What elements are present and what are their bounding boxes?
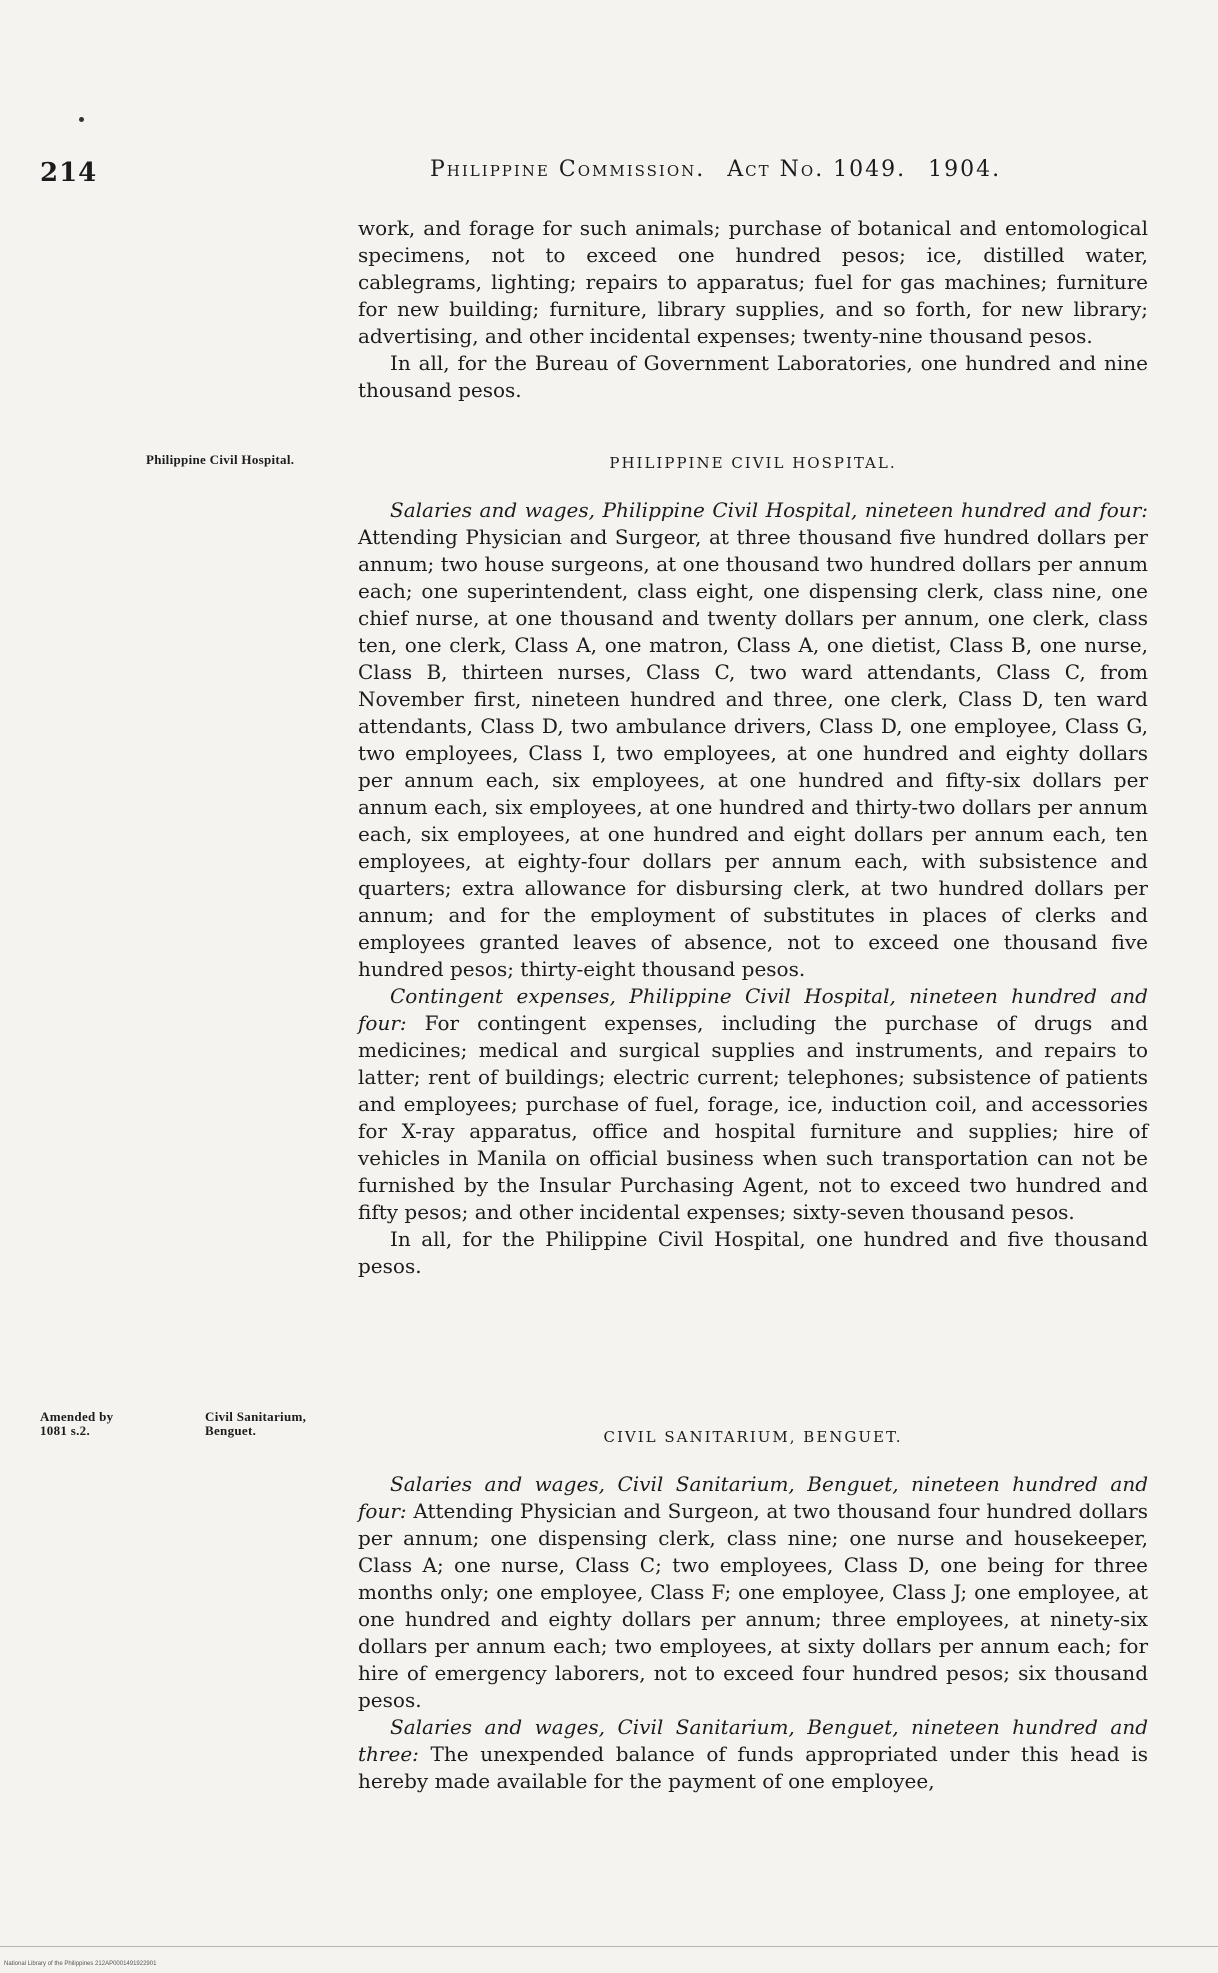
footer-rule — [0, 1946, 1218, 1947]
sanitarium-salaries-1904-title: Salaries and wages, Civil Sanitarium, Benguet, nineteen hundred and four: — [358, 1472, 1148, 1523]
sanitarium-salaries-1903-title: Salaries and wages, Civil Sanitarium, Benguet, nineteen hundred and three: — [358, 1715, 1148, 1766]
margin-note-hospital: Philippine Civil Hospital. — [146, 452, 295, 467]
ink-speck — [79, 117, 84, 122]
hospital-contingent-title: Contingent expenses, Philippine Civil Hospital, nineteen hundred and four: — [358, 984, 1148, 1035]
footer-credit: National Library of the Philippines 212AP0001491922901 — [4, 1961, 157, 1967]
hospital-salaries-paragraph — [358, 497, 1148, 983]
margin-note-sanitarium: Civil Sanitarium, Benguet. — [205, 1409, 307, 1438]
sanitarium-section — [358, 1424, 1148, 1795]
continuation-paragraph: work, and forage for such animals; purchase of botanical and entomological specimens, not to exceed one hundred pesos; ice, distilled water, cablegrams, lighting; repairs to apparatus; fuel for gas machines; furniture for new building; furniture, library supplies, and so forth, for new library; advertising, and other incidental expenses; twenty-nine thousand pesos. — [358, 216, 1148, 348]
laboratories-total: In all, for the Bureau of Government Laboratories, one hundred and nine thousand pesos. — [358, 351, 1148, 402]
sanitarium-salaries-1903-text: The unexpended balance of funds appropriated under this head is hereby made available for the payment of one employee, — [358, 1742, 1148, 1793]
hospital-total: In all, for the Philippine Civil Hospital, one hundred and five thousand pesos. — [358, 1227, 1148, 1278]
margin-note-amended: Amended by 1081 s.2. — [40, 1409, 114, 1438]
page-number: 214 — [40, 158, 98, 188]
section-heading-hospital: PHILIPPINE CIVIL HOSPITAL. — [609, 454, 897, 472]
continuation-block — [358, 215, 1148, 404]
running-year: 1904. — [928, 157, 1002, 182]
hospital-section — [358, 450, 1148, 1280]
hospital-salaries-text: Attending Physician and Surgeor, at three thousand five hundred dollars per annum; two house surgeons, at one thousand two hundred dollars per annum each; one superintendent, class eight, one dispensing clerk, class nine, one chief nurse, at one thousand and twenty dollars per annum, one clerk, class ten, one clerk, Class A, one matron, Class A, one dietist, Class B, one nurse, Class B, thirteen nurses, Class C, two ward attendants, Class C, from November first, nineteen hundred and three, one clerk, Class D, ten ward attendants, Class D, two ambulance drivers, Class D, one employee, Class G, two employees, Class I, two employees, at one hundred and eighty dollars per annum each, six employees, at one hundred and fifty-six dollars per annum each, six employees, at one hundred and thirty-two dollars per annum each, six employees, at one hundred and eight dollars per annum each, ten employees, at eighty-four dollars per annum each, with subsistence and quarters; extra allowance for disbursing clerk, at two hundred dollars per annum; and for the employment of substitutes in places of clerks and employees granted leaves of absence, not to exceed one thousand five hundred pesos; thirty-eight thousand pesos. — [358, 525, 1148, 981]
section-heading-sanitarium: CIVIL SANITARIUM, BENGUET. — [603, 1428, 903, 1446]
running-head — [430, 157, 1001, 182]
running-title: Philippine Commission. — [430, 157, 706, 182]
hospital-contingent-text: For contingent expenses, including the purchase of drugs and medicines; medical and surgical supplies and instruments, and repairs to latter; rent of buildings; electric current; telephones; subsistence of patients and employees; purchase of fuel, forage, ice, induction coil, and accessories for X-ray apparatus, office and hospital furniture and supplies; hire of vehicles in Manila on official business when such transportation can not be furnished by the Insular Purchasing Agent, not to exceed two hundred and fifty pesos; and other incidental expenses; sixty-seven thousand pesos. — [358, 1011, 1148, 1224]
sanitarium-salaries-1904-text: Attending Physician and Surgeon, at two thousand four hundred dollars per annum; one dispensing clerk, class nine; one nurse and housekeeper, Class A; one nurse, Class C; two employees, Class D, one being for three months only; one employee, Class F; one employee, Class J; one employee, at one hundred and eighty dollars per annum; three employees, at ninety-six dollars per annum each; two employees, at sixty dollars per annum each; for hire of emergency laborers, not to exceed four hundred pesos; six thousand pesos. — [358, 1499, 1148, 1712]
hospital-salaries-title: Salaries and wages, Philippine Civil Hospital, nineteen hundred and four: — [390, 498, 1148, 522]
sanitarium-salaries-1904-paragraph — [358, 1471, 1148, 1714]
sanitarium-salaries-1903-paragraph — [358, 1714, 1148, 1795]
running-act: Act No. 1049. — [727, 157, 907, 182]
hospital-contingent-paragraph — [358, 983, 1148, 1226]
